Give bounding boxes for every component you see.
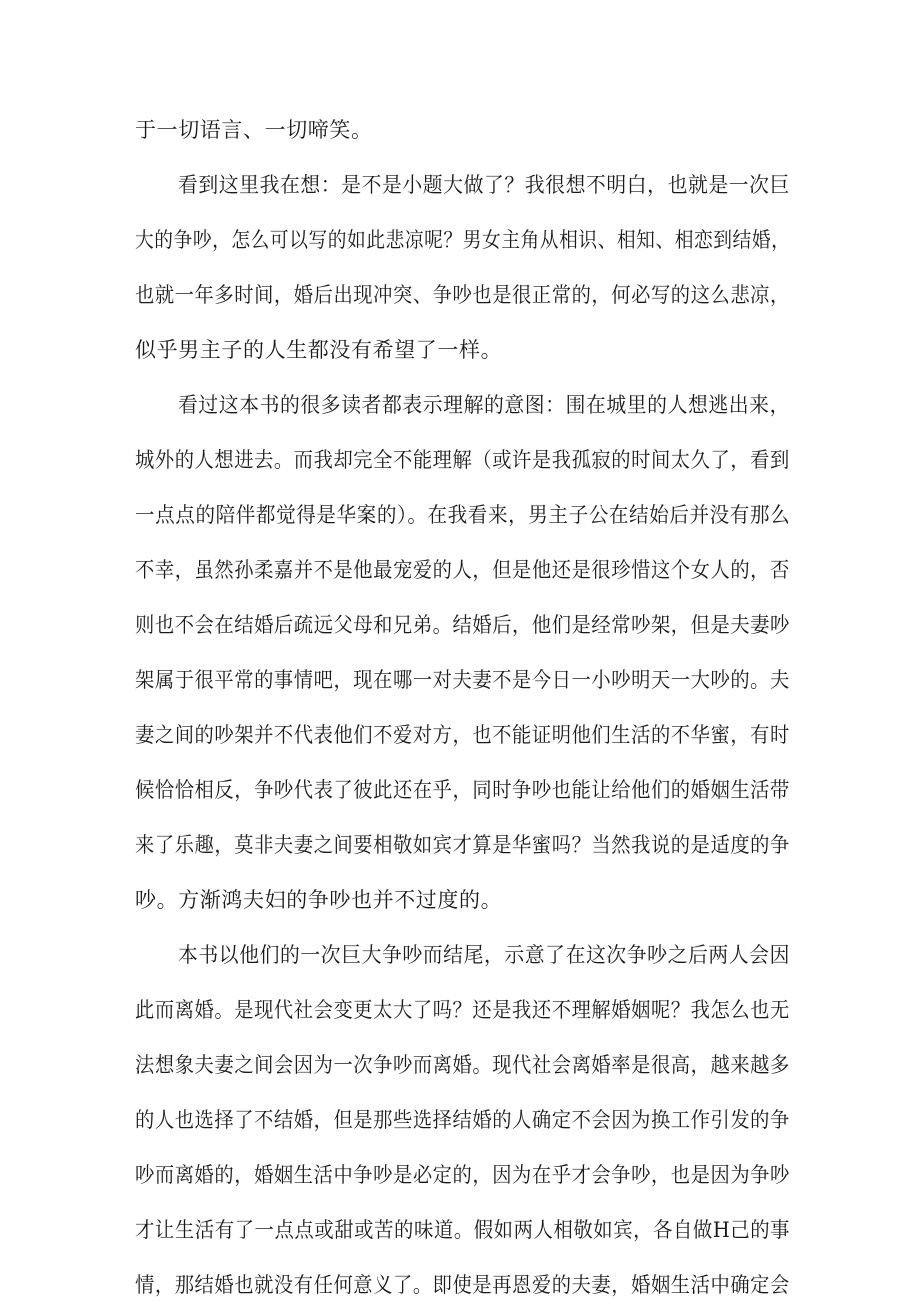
- text-line: 一点点的陪伴都觉得是华案的）。在我看来，男主子公在结始后并没有那么: [135, 503, 791, 527]
- text-line: 情，那结婚也就没有任何意义了。即使是再恩爱的夫妻，婚姻生活中确定会: [135, 1273, 790, 1297]
- text-line: 吵而离婚的，婚姻生活中争吵是必定的，因为在乎才会争吵，也是因为争吵: [135, 1163, 790, 1187]
- text-line: 架属于很平常的事情吧，现在哪一对夫妻不是今日一小吵明天一大吵的。夫: [135, 668, 790, 692]
- text-line: 此而离婚。是现代社会变更太大了吗？还是我还不理解婚姻呢？我怎么也无: [135, 998, 790, 1022]
- text-line: 大的争吵，怎么可以写的如此悲凉呢？男女主角从相识、相知、相恋到结婚，: [135, 228, 791, 252]
- text-line: 吵。方渐鸿夫妇的争吵也并不过度的。: [135, 888, 503, 912]
- text-line: 本书以他们的一次巨大争吵而结尾，示意了在这次争吵之后两人会因: [178, 943, 790, 967]
- text-line: 似乎男主子的人生都没有希望了一样。: [135, 338, 503, 362]
- text-line: 才让生活有了一点点或甜或苦的味道。假如两人相敬如宾，各自做H己的事: [135, 1218, 791, 1242]
- text-line: 的人也选择了不结婚，但是那些选择结婚的人确定不会因为换工作引发的争: [135, 1108, 790, 1132]
- text-line: 不幸，虽然孙柔嘉并不是他最宠爱的人，但是他还是很珍惜这个女人的，否: [135, 558, 790, 582]
- text-line: 则也不会在结婚后疏远父母和兄弟。结婚后，他们是经常吵架，但是夫妻吵: [135, 613, 790, 637]
- text-line: 城外的人想进去。而我却完全不能理解（或许是我孤寂的时间太久了，看到: [135, 448, 790, 472]
- text-line: 于一切语言、一切啼笑。: [135, 118, 373, 142]
- text-line: 也就一年多时间，婚后出现冲突、争吵也是很正常的，何必写的这么悲凉，: [135, 283, 790, 307]
- text-line: 看到这里我在想：是不是小题大做了？我很想不明白，也就是一次巨: [178, 173, 790, 197]
- text-line: 来了乐趣，莫非夫妻之间要相敬如宾才算是华蜜吗？当然我说的是适度的争: [135, 833, 790, 857]
- text-line: 看过这本书的很多读者都表示理解的意图：围在城里的人想逃出来，: [178, 393, 790, 417]
- text-line: 候恰恰相反，争吵代表了彼此还在乎，同时争吵也能让给他们的婚姻生活带: [135, 778, 790, 802]
- text-line: 法想象夫妻之间会因为一次争吵而离婚。现代社会离婚率是很高，越来越多: [135, 1053, 790, 1077]
- text-line: 妻之间的吵架并不代表他们不爱对方，也不能证明他们生活的不华蜜，有时: [135, 723, 790, 747]
